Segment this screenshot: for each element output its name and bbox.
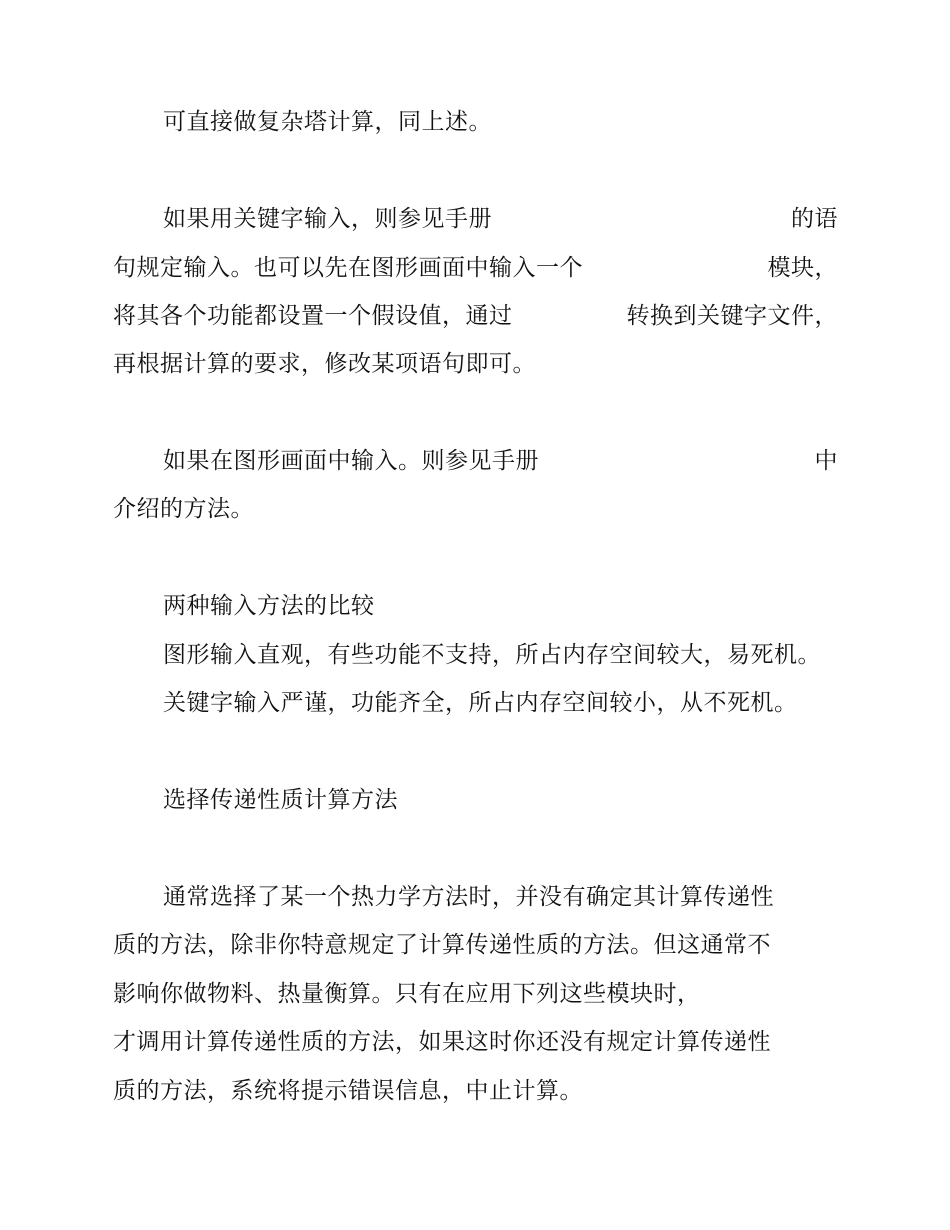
paragraph-6-line-2: 质的方法，除非你特意规定了计算传递性质的方法。但这通常不 <box>113 932 771 958</box>
comparison-heading: 两种输入方法的比较 <box>163 593 375 619</box>
paragraph-2-line-2-right: 模块， <box>767 255 838 281</box>
paragraph-3-line-2: 介绍的方法。 <box>113 496 254 522</box>
paragraph-3-line-1-right: 中 <box>814 448 838 474</box>
paragraph-3-line-1-left: 如果在图形画面中输入。则参见手册 <box>163 448 539 474</box>
paragraph-6-line-3: 影响你做物料、热量衡算。只有在应用下列这些模块时， <box>113 981 701 1007</box>
comparison-line-1: 图形输入直观，有些功能不支持，所占内存空间较大，易死机。 <box>163 642 821 668</box>
paragraph-2-line-4: 再根据计算的要求，修改某项语句即可。 <box>113 351 536 377</box>
paragraph-6-line-4: 才调用计算传递性质的方法，如果这时你还没有规定计算传递性 <box>113 1029 771 1055</box>
paragraph-2-line-1-right: 的语 <box>791 206 838 232</box>
paragraph-2-line-3-right: 转换到关键字文件， <box>626 303 838 329</box>
paragraph-1-line-1: 可直接做复杂塔计算，同上述。 <box>163 109 492 135</box>
paragraph-2-line-1-left: 如果用关键字输入，则参见手册 <box>163 206 492 232</box>
comparison-line-2: 关键字输入严谨，功能齐全，所占内存空间较小，从不死机。 <box>163 690 798 716</box>
paragraph-2-line-2-left: 句规定输入。也可以先在图形画面中输入一个 <box>113 255 583 281</box>
section-heading-transport-properties: 选择传递性质计算方法 <box>163 787 398 813</box>
paragraph-6-line-5: 质的方法，系统将提示错误信息，中止计算。 <box>113 1078 583 1104</box>
paragraph-6-line-1: 通常选择了某一个热力学方法时，并没有确定其计算传递性 <box>163 884 774 910</box>
paragraph-2-line-3-left: 将其各个功能都设置一个假设值，通过 <box>113 303 513 329</box>
